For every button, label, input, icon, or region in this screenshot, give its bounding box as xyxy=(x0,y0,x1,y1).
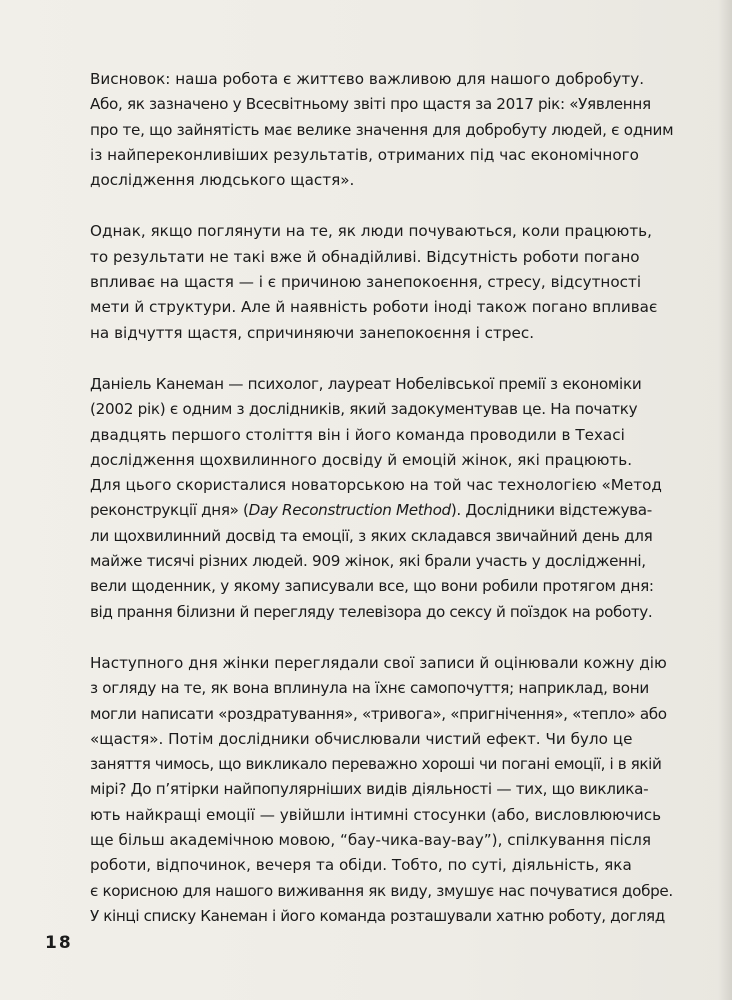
text-line: із найпереконливіших результатів, отриманих під час економічного xyxy=(90,145,639,164)
text-line: роботи, відпочинок, вечеря та обіди. Тобто, по суті, діяльність, яка xyxy=(90,856,632,875)
text-line: ють найкращі емоції — увійшли інтимні стосунки (або, висловлюючись xyxy=(90,805,662,824)
text-line: впливає на щастя — і є причиною занепокоєння, стресу, відсутності xyxy=(90,273,642,292)
text-line: заняття чимось, що викликало переважно хороші чи погані емоції, і в якій xyxy=(90,755,662,774)
text-line: Наступного дня жінки переглядали свої записи й оцінювали кожну дію xyxy=(90,653,667,672)
page-number: 18 xyxy=(45,933,73,953)
text-line: вели щоденник, у якому записували все, що вони робили протягом дня: xyxy=(90,577,654,596)
text-line: є корисною для нашого виживання як виду, змушує нас почуватися добре. xyxy=(90,881,673,900)
text-line: дослідження щохвилинного досвіду й емоцій жінок, які працюють. xyxy=(90,450,633,469)
text-line: від прання білизни й перегляду телевізора до сексу й поїздок на роботу. xyxy=(90,602,653,621)
text-line: Даніель Канеман — психолог, лауреат Нобелівської премії з економіки xyxy=(90,374,642,393)
text-line: «щастя». Потім дослідники обчислювали чистий ефект. Чи було це xyxy=(90,729,633,748)
text-line: Для цього скористалися новаторською на той час технологією «Метод xyxy=(90,476,662,495)
body-text xyxy=(90,67,714,955)
text-line: на відчуття щастя, спричиняючи занепокоєння і стрес. xyxy=(90,323,535,342)
text-line: мети й структури. Але й наявність роботи іноді також погано впливає xyxy=(90,298,658,317)
text-line: могли написати «роздратування», «тривога», «пригнічення», «тепло» або xyxy=(90,704,667,723)
text-line: двадцять першого століття він і його команда проводили в Техасі xyxy=(90,425,625,444)
page-edge-shadow xyxy=(718,0,732,1000)
text-line: мірі? До п’ятірки найпопулярніших видів діяльності — тих, що виклика- xyxy=(90,780,649,799)
text-line: реконструкції дня» (Day Reconstruction Method). Дослідники відстежува- xyxy=(90,501,652,520)
text-line: Однак, якщо поглянути на те, як люди почуваються, коли працюють, xyxy=(90,222,652,241)
text-line: то результати не такі вже й обнадійливі. Відсутність роботи погано xyxy=(90,247,640,266)
paragraph-4 xyxy=(90,651,714,929)
text-line: дослідження людського щастя». xyxy=(90,171,355,190)
text-line: У кінці списку Канеман і його команда розташували хатню роботу, догляд xyxy=(90,906,665,925)
text-line: майже тисячі різних людей. 909 жінок, які брали участь у дослідженні, xyxy=(90,552,646,571)
text-line: Висновок: наша робота є життєво важливою для нашого добробуту. xyxy=(90,70,645,88)
text-line: ли щохвилинний досвід та емоції, з яких складався звичайний день для xyxy=(90,526,653,545)
italic-term: Day Reconstruction Method xyxy=(248,501,451,520)
text-line: (2002 рік) є одним з дослідників, який задокументував це. На початку xyxy=(90,400,638,419)
paragraph-3 xyxy=(90,372,714,625)
text-line: про те, що зайнятість має велике значення для добробуту людей, є одним xyxy=(90,120,674,139)
paragraph-2 xyxy=(90,219,714,345)
paragraph-1 xyxy=(90,67,714,193)
text-line: з огляду на те, як вона вплинула на їхнє самопочуття; наприклад, вони xyxy=(90,679,649,698)
text-line: ще більш академічною мовою, “бау-чика-вау-вау”), спілкування після xyxy=(90,831,652,850)
text-line: Або, як зазначено у Всесвітньому звіті про щастя за 2017 рік: «Уявлення xyxy=(90,95,651,114)
